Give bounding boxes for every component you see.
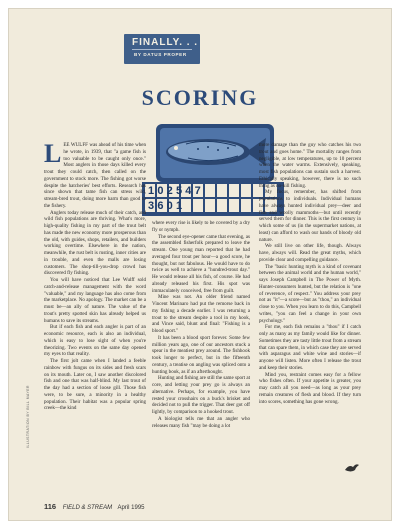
- paragraph: Hunting and fishing are still the same sport at core, and letting your prey go is always an alternative. Perhaps, for example, you have rested your crosshairs on a buck's brisket and decided not to pull the trigger. That deer got off lightly, by comparison to a hooked trout.: [152, 375, 250, 415]
- paragraph: The "basic hunting myth is a kind of covenant between the animal world and the human world," says Joseph Campbell in The Power of Myth. Hunter-consumers hunted, but the relation is "one of reverence, of respect." You address your prey not as "it"—a score—but as "thou," an individual close to you. When you learn to do this, Campbell writes, "you can feel a change in your own psychology.": [259, 263, 361, 324]
- paragraph: LEE WULFF was ahead of his time when he wrote, in 1939, that "a game fish is too valuable to be caught only once." Most anglers in those days killed every trout they could catch, then called on the government to stock more. The fishing got worse despite the hatcheries' best efforts. Research has since shown that tame fish can stress wild, stream-bred trout, doing more harm than good to the fishery.: [44, 139, 146, 209]
- byline: BY DATUS PROPER: [134, 52, 187, 57]
- paragraph: We still live on other life, though. Always have, always will. Read the great myths, which provide clear and compelling guidance.: [259, 243, 361, 263]
- magazine-page: [8, 8, 392, 521]
- paragraph: It has been a blood sport forever. Some few million years ago, one of our ancestors stuck a spear in the meatiest prey around. The fishhook took longer to perfect, but in the fifteenth century, a treatise on angling was spliced onto a hunting book, as if an afterthought.: [152, 334, 250, 375]
- score-row-2: 3601: [148, 200, 186, 212]
- paragraph: Mind you, restraint comes easy for a fellow who fishes often. If your appetite is greater, you may catch all you need—as long as your prey remain creatures of flesh and blood. If they turn into scores, something has gone wrong.: [259, 371, 361, 405]
- illustration-credit: ILLUSTRATION BY BILL MAYER: [26, 385, 30, 448]
- text-column-3: [259, 142, 361, 405]
- issue-date: April 1995: [117, 505, 145, 511]
- paragraph: My focus, remember, has shifted from populations to individuals. Individual humans have always hunted individual prey—deer and fish and woolly mammoths—but until recently served them for dinner. This is the first century in which some of us (in the supermarket nations, at least) can afford to wash our hands of bloody old nature.: [259, 189, 361, 243]
- paragraph: A biologist tells me that an angler who releases many fish "may be doing a lot: [152, 415, 250, 429]
- paragraph: The first jolt came when I landed a feeble rainbow with fungus on its sides and fresh scars on its mouth. Later on, I saw another discolored fish and one that was half-blind. My last trout of the day had a section of loose gill. Those fish were, to be sure, a minority in a healthy population. Their habitat was a popular spring creek—the kind: [44, 358, 146, 412]
- text-column-1: [44, 139, 146, 412]
- paragraph: You will have noticed that Lee Wulff sold catch-and-release management with the word "valuable," and my language has also come from the marketplace. No apology. The market can be a must be—an ally of nature. The value of the trout's pretty spotted skin has already helped us humans to save its streams.: [44, 277, 146, 324]
- paragraph: For me, each fish remains a "thou" if I catch only as many as my family would like for dinner. Sometimes they are tasty little trout from a stream that can spare them, in which case they are served with asparagus and white wine and stories—if anyone will listen. More often I release the trout and keep their stories.: [259, 324, 361, 371]
- paragraph: Mine was not. An older friend named Vincent Marinaro had put the remorse back in my fishing a decade earlier. I was returning a trout to the stream despite a tool in my hook, and Vince said, blunt and final: "Fishing is a blood sport.": [152, 294, 250, 334]
- column-banner: [124, 34, 200, 64]
- drop-cap: L: [44, 139, 62, 168]
- banner-title: FINALLY. . .: [132, 37, 199, 48]
- banner-rule: [132, 49, 192, 50]
- paragraph: where every rise is likely to be covered by a dry fly or nymph.: [152, 220, 250, 233]
- article-headline: SCORING: [141, 85, 259, 110]
- end-mark-bird-icon: [344, 462, 360, 474]
- text-column-2: [152, 220, 250, 429]
- page-number: 116: [44, 502, 57, 511]
- publication-name: FIELD & STREAM: [62, 505, 113, 511]
- page-footer: [44, 502, 145, 511]
- paragraph: But if each fish and each angler is part of an economic resource, each is also an individual, which is easy to lose sight of when you're theorizing. Two events on the same day opened my eyes to that reality.: [44, 324, 146, 358]
- paragraph: Anglers today release much of their catch, and wild fish populations are thriving. What's more, high-quality fishing in my part of the trout belt has made the new economy more prosperous than the old, with guides, shops, retailers, and builders working overtime. Elsewhere in the nation, meanwhile, the rust belt is rusting, inner cities are in trouble, and even the malls are losing customers. The shop-till-you-drop crowd has discovered fly fishing.: [44, 209, 146, 277]
- paragraph: The second eye-opener came that evening, as the assembled fisherfolk prepared to leave the stream. One young man reported that he had averaged four trout per hour—a good score, he thought, but not fabulous. He would have to do twice as well to achieve a "hundred-trout day." He would release all his fish, of course. He had already released his first. His spot was immaculately conceived, free from guilt.: [152, 233, 250, 294]
- score-row-1: 102547: [148, 185, 204, 197]
- paragraph: more damage than the guy who catches his two trout and goes home." The mortality ranges from negligible, at low temperatures, up to 10 percent when the water warms. Extensively, speaking, most fish populations can sustain such a harvest. Ethically speaking, however, there is no such thing as no-kill fishing.: [259, 142, 361, 189]
